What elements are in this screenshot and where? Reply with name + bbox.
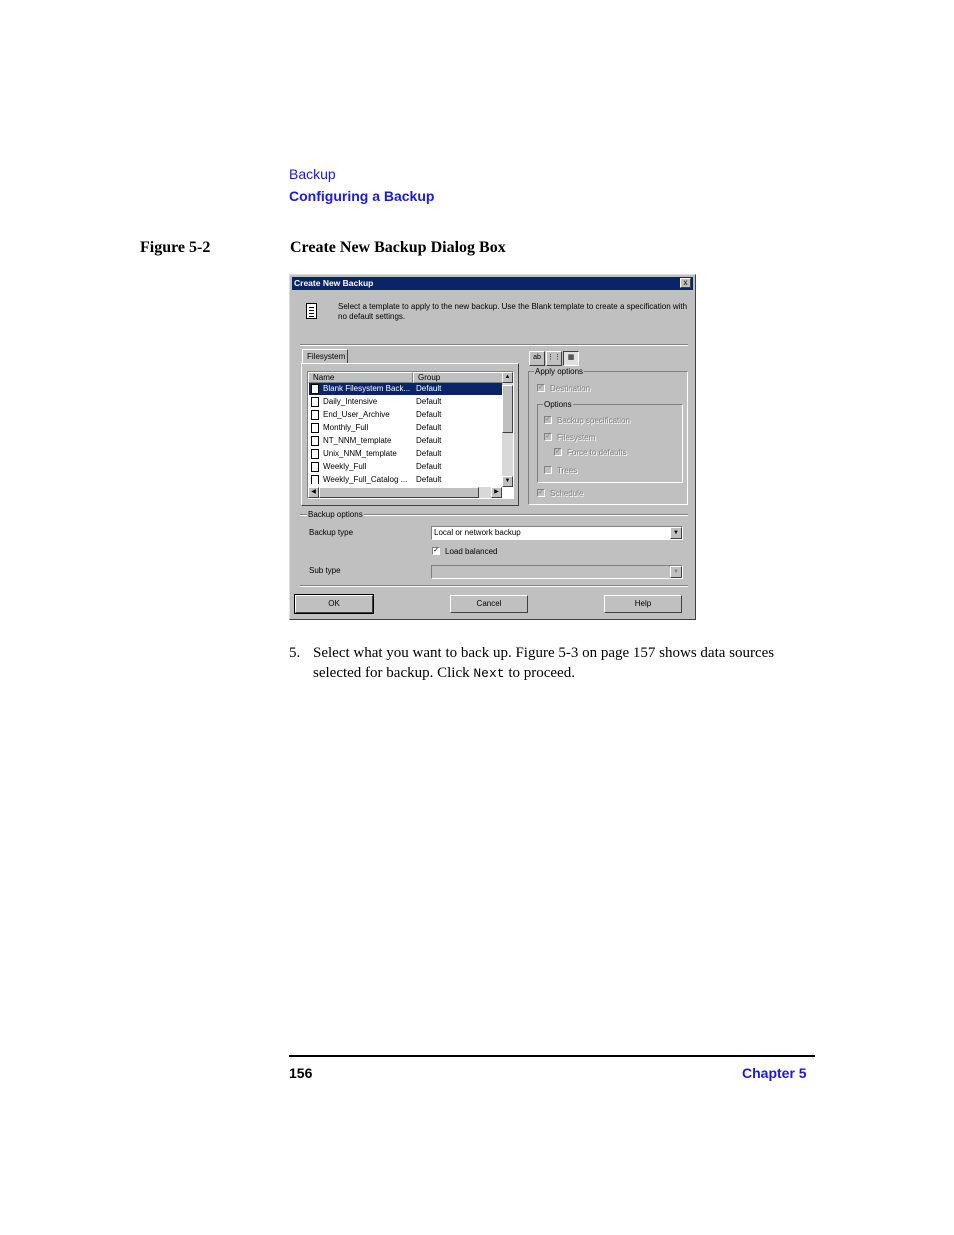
- step-number: 5.: [289, 645, 301, 661]
- schedule-label: Schedule: [550, 489, 584, 498]
- details-view-icon[interactable]: ▦: [563, 351, 579, 366]
- separator: [300, 585, 688, 587]
- apply-options-label: Apply options: [535, 367, 584, 376]
- dialog-title: Create New Backup: [294, 278, 374, 288]
- list-item[interactable]: [309, 383, 503, 395]
- trees-label: Trees: [557, 466, 578, 475]
- sub-type-select[interactable]: [431, 565, 683, 579]
- list-item[interactable]: [309, 409, 503, 421]
- close-icon[interactable]: x: [680, 278, 691, 288]
- list-item[interactable]: [309, 461, 503, 473]
- backup-type-value: Local or network backup: [434, 528, 521, 537]
- scroll-left-icon[interactable]: ◀: [308, 487, 319, 498]
- trees-checkbox[interactable]: [544, 466, 552, 474]
- figure-title: Create New Backup Dialog Box: [290, 239, 506, 256]
- vertical-scrollbar[interactable]: [502, 372, 513, 487]
- sub-type-label: Sub type: [309, 566, 341, 575]
- options-label: Options: [544, 400, 572, 409]
- template-icon: [311, 436, 319, 446]
- chevron-down-icon[interactable]: ▼: [670, 566, 682, 578]
- list-item[interactable]: [309, 422, 503, 434]
- template-name: NT_NNM_template: [323, 436, 392, 445]
- scroll-up-icon[interactable]: ▲: [502, 372, 513, 383]
- list-item[interactable]: [309, 435, 503, 447]
- list-item[interactable]: [309, 474, 503, 484]
- template-icon: [311, 462, 319, 472]
- template-group: Default: [416, 475, 442, 484]
- list-item[interactable]: [309, 396, 503, 408]
- chevron-down-icon[interactable]: ▼: [670, 527, 682, 539]
- force-to-defaults-checkbox[interactable]: ✓: [555, 448, 561, 455]
- column-header-name[interactable]: Name: [308, 372, 413, 383]
- page-number: 156: [289, 1065, 313, 1081]
- step-text-part: Select what you want to back up. Figure 5-3 on page 157 shows data sources selected for backup. Click: [313, 645, 775, 681]
- template-group: Default: [416, 462, 442, 471]
- template-name: Weekly_Full_Catalog ...: [323, 475, 408, 484]
- scroll-down-icon[interactable]: ▼: [502, 476, 513, 487]
- scroll-right-icon[interactable]: ▶: [491, 487, 502, 498]
- load-balanced-label: Load balanced: [445, 547, 498, 556]
- tab-filesystem[interactable]: Filesystem: [302, 349, 348, 363]
- template-group: Default: [416, 384, 442, 393]
- template-name: Unix_NNM_template: [323, 449, 397, 458]
- scroll-thumb[interactable]: [502, 385, 513, 433]
- template-group: Default: [416, 397, 442, 406]
- horizontal-scrollbar[interactable]: [308, 487, 502, 498]
- separator: [300, 344, 688, 346]
- template-group: Default: [416, 423, 442, 432]
- template-group: Default: [416, 449, 442, 458]
- template-icon: [311, 423, 319, 433]
- template-icon: [311, 449, 319, 459]
- chapter-label: Chapter 5: [742, 1065, 807, 1081]
- list-view-icon[interactable]: ⋮⋮: [546, 351, 562, 366]
- running-header-subsection: Configuring a Backup: [289, 188, 435, 204]
- ok-button[interactable]: OK: [295, 595, 373, 613]
- help-button[interactable]: Help: [604, 595, 682, 613]
- schedule-checkbox[interactable]: ✓: [538, 489, 544, 496]
- scroll-thumb-horizontal[interactable]: [319, 487, 479, 498]
- filesystem-checkbox[interactable]: ✓: [545, 433, 551, 440]
- list-item[interactable]: [309, 448, 503, 460]
- template-icon: [311, 475, 319, 484]
- filesystem-label: Filesystem: [557, 433, 596, 442]
- figure-number: Figure 5-2: [140, 239, 211, 256]
- template-document-icon: [306, 303, 317, 319]
- step-text: [313, 643, 813, 684]
- force-to-defaults-label: Force to defaults: [567, 448, 627, 457]
- template-name: Blank Filesystem Back...: [323, 384, 411, 393]
- template-icon: [311, 397, 319, 407]
- dialog-instruction: Select a template to apply to the new backup. Use the Blank template to create a specification with no default settings.: [338, 302, 688, 321]
- destination-checkbox[interactable]: ✓: [538, 384, 544, 391]
- template-group: Default: [416, 436, 442, 445]
- backup-type-label: Backup type: [309, 528, 354, 537]
- large-icons-view-icon[interactable]: ab: [529, 351, 545, 366]
- next-command: Next: [473, 666, 505, 681]
- backup-type-select[interactable]: [431, 526, 683, 540]
- backup-options-label: Backup options: [308, 510, 363, 519]
- step-text-part: to proceed.: [504, 665, 575, 681]
- create-new-backup-dialog: [289, 274, 696, 620]
- footer-rule: [289, 1055, 815, 1057]
- template-icon: [311, 410, 319, 420]
- template-name: Monthly_Full: [323, 423, 369, 432]
- destination-label: Destination: [550, 384, 591, 393]
- column-header-group[interactable]: Group: [413, 372, 503, 383]
- template-icon: [311, 384, 319, 394]
- load-balanced-checkbox[interactable]: ✓: [433, 547, 439, 554]
- template-name: End_User_Archive: [323, 410, 390, 419]
- backup-specification-label: Backup specification: [557, 416, 630, 425]
- template-group: Default: [416, 410, 442, 419]
- template-list[interactable]: [307, 371, 514, 499]
- running-header-section: Backup: [289, 166, 336, 182]
- backup-specification-checkbox[interactable]: ✓: [545, 416, 551, 423]
- dialog-titlebar[interactable]: [292, 277, 693, 290]
- template-name: Daily_Intensive: [323, 397, 378, 406]
- template-name: Weekly_Full: [323, 462, 367, 471]
- cancel-button[interactable]: Cancel: [450, 595, 528, 613]
